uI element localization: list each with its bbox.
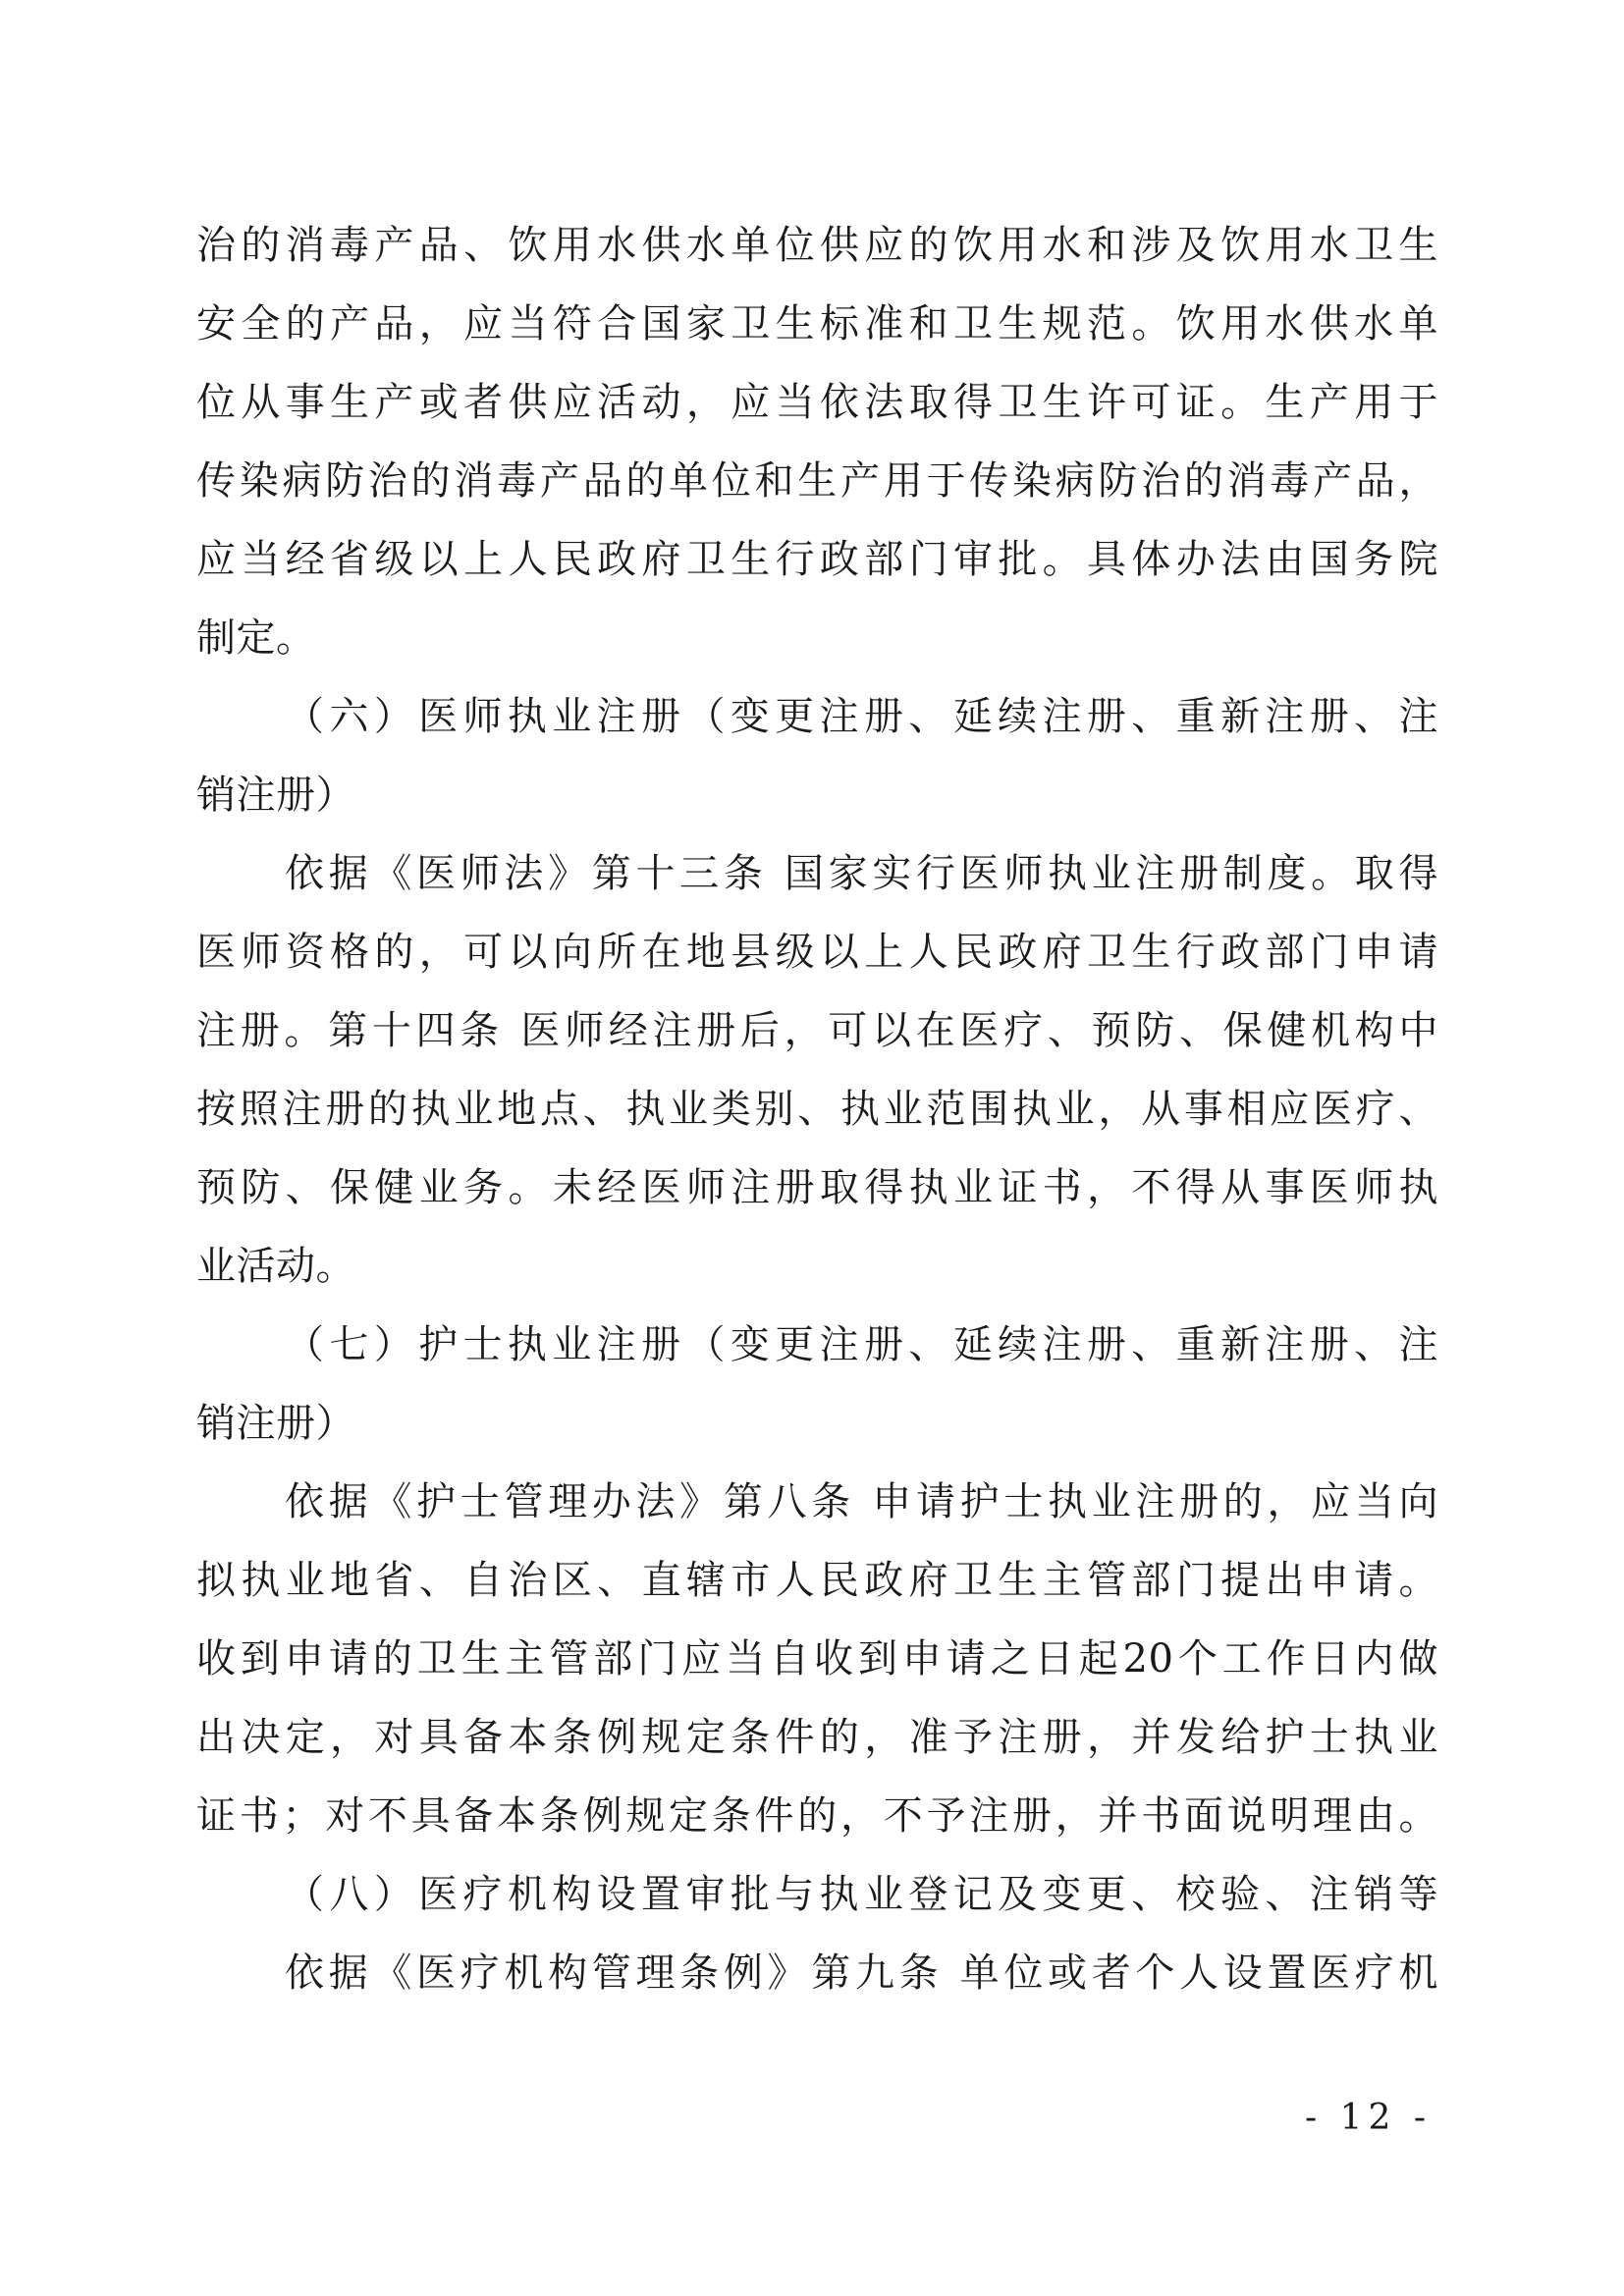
text-line: 出决定，对具备本条例规定条件的，准予注册，并发给护士执业 — [196, 1715, 1438, 1760]
section-heading-line: 销注册） — [196, 1401, 355, 1446]
text-line: 收到申请的卫生主管部门应当自收到申请之日起20个工作日内做 — [196, 1636, 1438, 1682]
text-line: 注册。第十四条 医师经注册后，可以在医疗、预防、保健机构中 — [196, 1008, 1438, 1053]
document-body — [196, 206, 1438, 2012]
text-line: 拟执业地省、自治区、直辖市人民政府卫生主管部门提出申请。 — [196, 1558, 1438, 1603]
text-line: 位从事生产或者供应活动，应当依法取得卫生许可证。生产用于 — [196, 380, 1438, 425]
text-line: 制定。 — [196, 615, 316, 661]
text-line: 预防、保健业务。未经医师注册取得执业证书，不得从事医师执 — [196, 1165, 1438, 1210]
text-line: 应当经省级以上人民政府卫生行政部门审批。具体办法由国务院 — [196, 537, 1438, 582]
text-line: 安全的产品，应当符合国家卫生标准和卫生规范。饮用水供水单 — [196, 301, 1438, 347]
page-number: - 12 - — [1304, 2098, 1432, 2138]
text-line: 依据《医师法》第十三条 国家实行医师执业注册制度。取得 — [285, 851, 1438, 896]
text-line: 依据《护士管理办法》第八条 申请护士执业注册的，应当向 — [285, 1479, 1438, 1524]
section-heading-line: （七）护士执业注册（变更注册、延续注册、重新注册、注 — [285, 1322, 1438, 1367]
section-heading-line: （八）医疗机构设置审批与执业登记及变更、校验、注销等 — [285, 1872, 1438, 1917]
text-line: 按照注册的执业地点、执业类别、执业范围执业，从事相应医疗、 — [196, 1087, 1438, 1132]
text-line: 传染病防治的消毒产品的单位和生产用于传染病防治的消毒产品， — [196, 458, 1438, 504]
section-heading-line: 销注册） — [196, 773, 355, 818]
text-line: 治的消毒产品、饮用水供水单位供应的饮用水和涉及饮用水卫生 — [196, 223, 1438, 268]
text-line: 证书；对不具备本条例规定条件的，不予注册，并书面说明理由。 — [196, 1793, 1438, 1839]
text-line: 依据《医疗机构管理条例》第九条 单位或者个人设置医疗机 — [285, 1950, 1438, 1996]
text-line: 医师资格的，可以向所在地县级以上人民政府卫生行政部门申请 — [196, 930, 1438, 975]
section-heading-line: （六）医师执业注册（变更注册、延续注册、重新注册、注 — [285, 694, 1438, 739]
text-line: 业活动。 — [196, 1244, 355, 1289]
